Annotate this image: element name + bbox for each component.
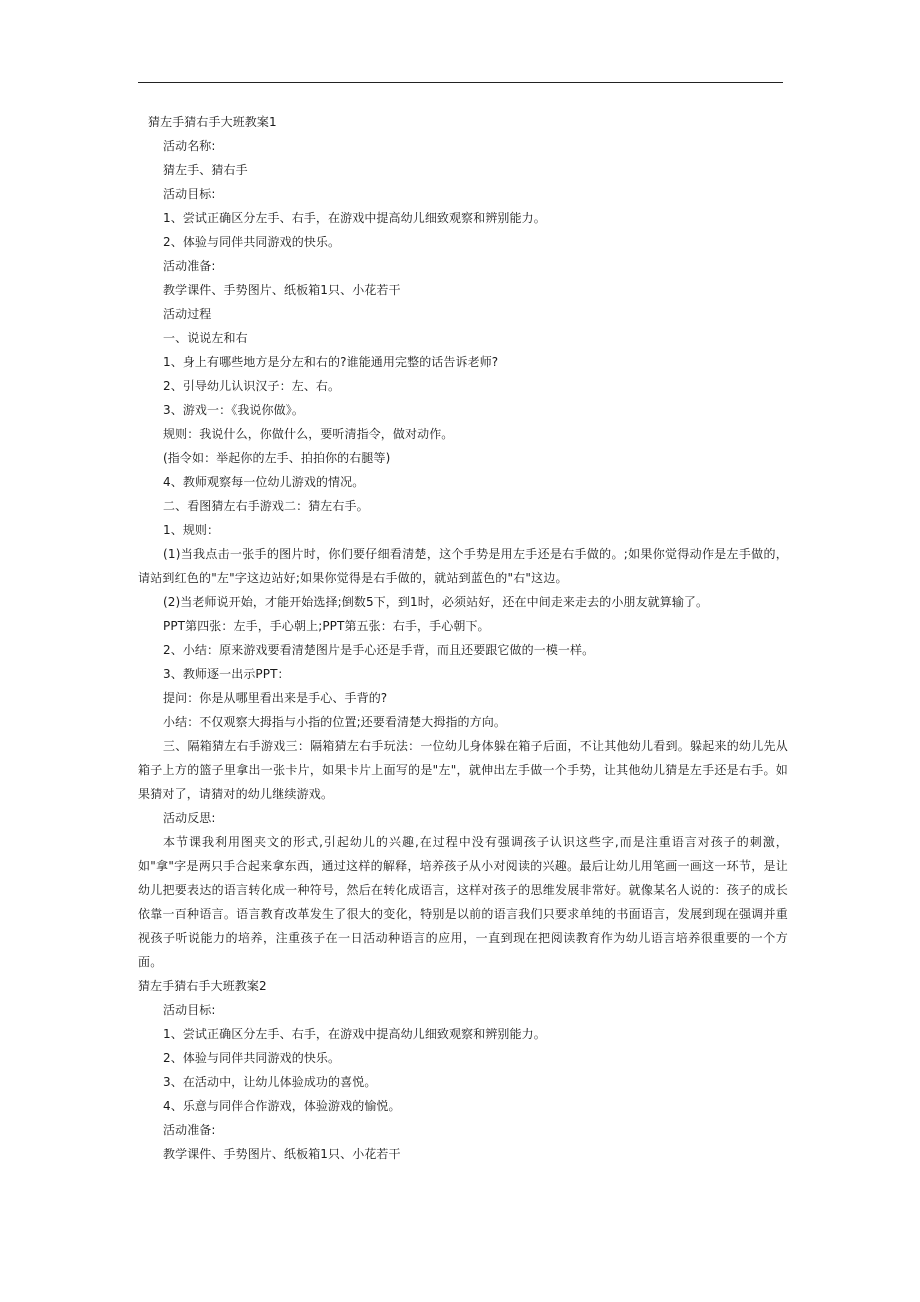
part-2-summary-2: 小结：不仅观察大拇指与小指的位置;还要看清楚大拇指的方向。 xyxy=(163,715,506,729)
activity-name: 猜左手、猜右手 xyxy=(163,163,248,177)
part-2-heading: 二、看图猜左右手游戏二：猜左右手。 xyxy=(163,499,369,513)
part-2-rule-label: 1、规则： xyxy=(163,523,220,537)
part-2-rule-2: (2)当老师说开始，才能开始选择;倒数5下，到1时，必须站好，还在中间走来走去的小朋友就算输了。 xyxy=(163,595,709,609)
part-1-item-1: 1、身上有哪些地方是分左和右的?谁能通用完整的话告诉老师? xyxy=(163,355,499,369)
lesson2-goal-1: 1、尝试正确区分左手、右手，在游戏中提高幼儿细致观察和辨别能力。 xyxy=(163,1027,546,1041)
goal-2: 2、体验与同伴共同游戏的快乐。 xyxy=(163,235,341,249)
lesson2-prep-text: 教学课件、手势图片、纸板箱1只、小花若干 xyxy=(163,1147,401,1161)
lesson1-title: 猜左手猜右手大班教案1 xyxy=(148,115,277,129)
header-rule xyxy=(138,82,783,83)
process-label: 活动过程 xyxy=(163,307,212,321)
activity-name-label: 活动名称: xyxy=(163,139,216,153)
prep-label: 活动准备: xyxy=(163,259,216,273)
part-1-item-2: 2、引导幼儿认识汉子：左、右。 xyxy=(163,379,341,393)
part-1-heading: 一、说说左和右 xyxy=(163,331,248,345)
part-3-paragraph: 三、隔箱猜左右手游戏三：隔箱猜左右手玩法：一位幼儿身体躲在箱子后面，不让其他幼儿看到。躲起来的幼儿先从箱子上方的篮子里拿出一张卡片，如果卡片上面写的是"左"，就伸出左手做一个手势，让其他幼儿猜是左手还是右手。如果猜对了，请猜对的幼儿继续游戏。 xyxy=(138,739,788,801)
part-1-rule: 规则：我说什么，你做什么，要听清指令，做对动作。 xyxy=(163,427,454,441)
reflection-label: 活动反思: xyxy=(163,811,216,825)
goals-label: 活动目标: xyxy=(163,187,216,201)
part-2-show: 3、教师逐一出示PPT： xyxy=(163,667,290,681)
part-1-item-3: 3、游戏一：《我说你做》。 xyxy=(163,403,304,417)
part-2-ppt: PPT第四张：左手，手心朝上;PPT第五张：右手，手心朝下。 xyxy=(163,619,490,633)
document-body xyxy=(138,110,788,1166)
part-2-question: 提问：你是从哪里看出来是手心、手背的? xyxy=(163,691,388,705)
lesson2-goal-4: 4、乐意与同伴合作游戏，体验游戏的愉悦。 xyxy=(163,1099,401,1113)
lesson2-goals-label: 活动目标: xyxy=(163,1003,216,1017)
lesson2-goal-3: 3、在活动中，让幼儿体验成功的喜悦。 xyxy=(163,1075,377,1089)
lesson2-title: 猜左手猜右手大班教案2 xyxy=(138,979,267,993)
reflection-paragraph: 本节课我利用图夹文的形式,引起幼儿的兴趣,在过程中没有强调孩子认识这些字,而是注重语言对孩子的刺激，如"拿"字是两只手合起来拿东西，通过这样的解释，培养孩子从小对阅读的兴趣。最后让幼儿用笔画一画这一环节，是让幼儿把要表达的语言转化成一种符号，然后在转化成语言，这样对孩子的思维发展非常好。就像某名人说的：孩子的成长依靠一百种语言。语言教育改革发生了很大的变化，特别是以前的语言我们只要求单纯的书面语言，发展到现在强调并重视孩子听说能力的培养，注重孩子在一日活动种语言的应用，一直到现在把阅读教育作为幼儿语言培养很重要的一个方面。 xyxy=(138,835,788,969)
prep-text: 教学课件、手势图片、纸板箱1只、小花若干 xyxy=(163,283,401,297)
lesson2-goal-2: 2、体验与同伴共同游戏的快乐。 xyxy=(163,1051,341,1065)
part-1-example: (指令如：举起你的左手、拍拍你的右腿等) xyxy=(163,451,391,465)
part-2-rule-1: (1)当我点击一张手的图片时，你们要仔细看清楚，这个手势是用左手还是右手做的。;如果你觉得动作是左手做的，请站到红色的"左"字这边站好;如果你觉得是右手做的，就站到蓝色的"右"这边。 xyxy=(138,547,788,585)
part-1-item-4: 4、教师观察每一位幼儿游戏的情况。 xyxy=(163,475,365,489)
lesson2-prep-label: 活动准备: xyxy=(163,1123,216,1137)
goal-1: 1、尝试正确区分左手、右手，在游戏中提高幼儿细致观察和辨别能力。 xyxy=(163,211,546,225)
part-2-summary: 2、小结：原来游戏要看清楚图片是手心还是手背，而且还要跟它做的一模一样。 xyxy=(163,643,595,657)
